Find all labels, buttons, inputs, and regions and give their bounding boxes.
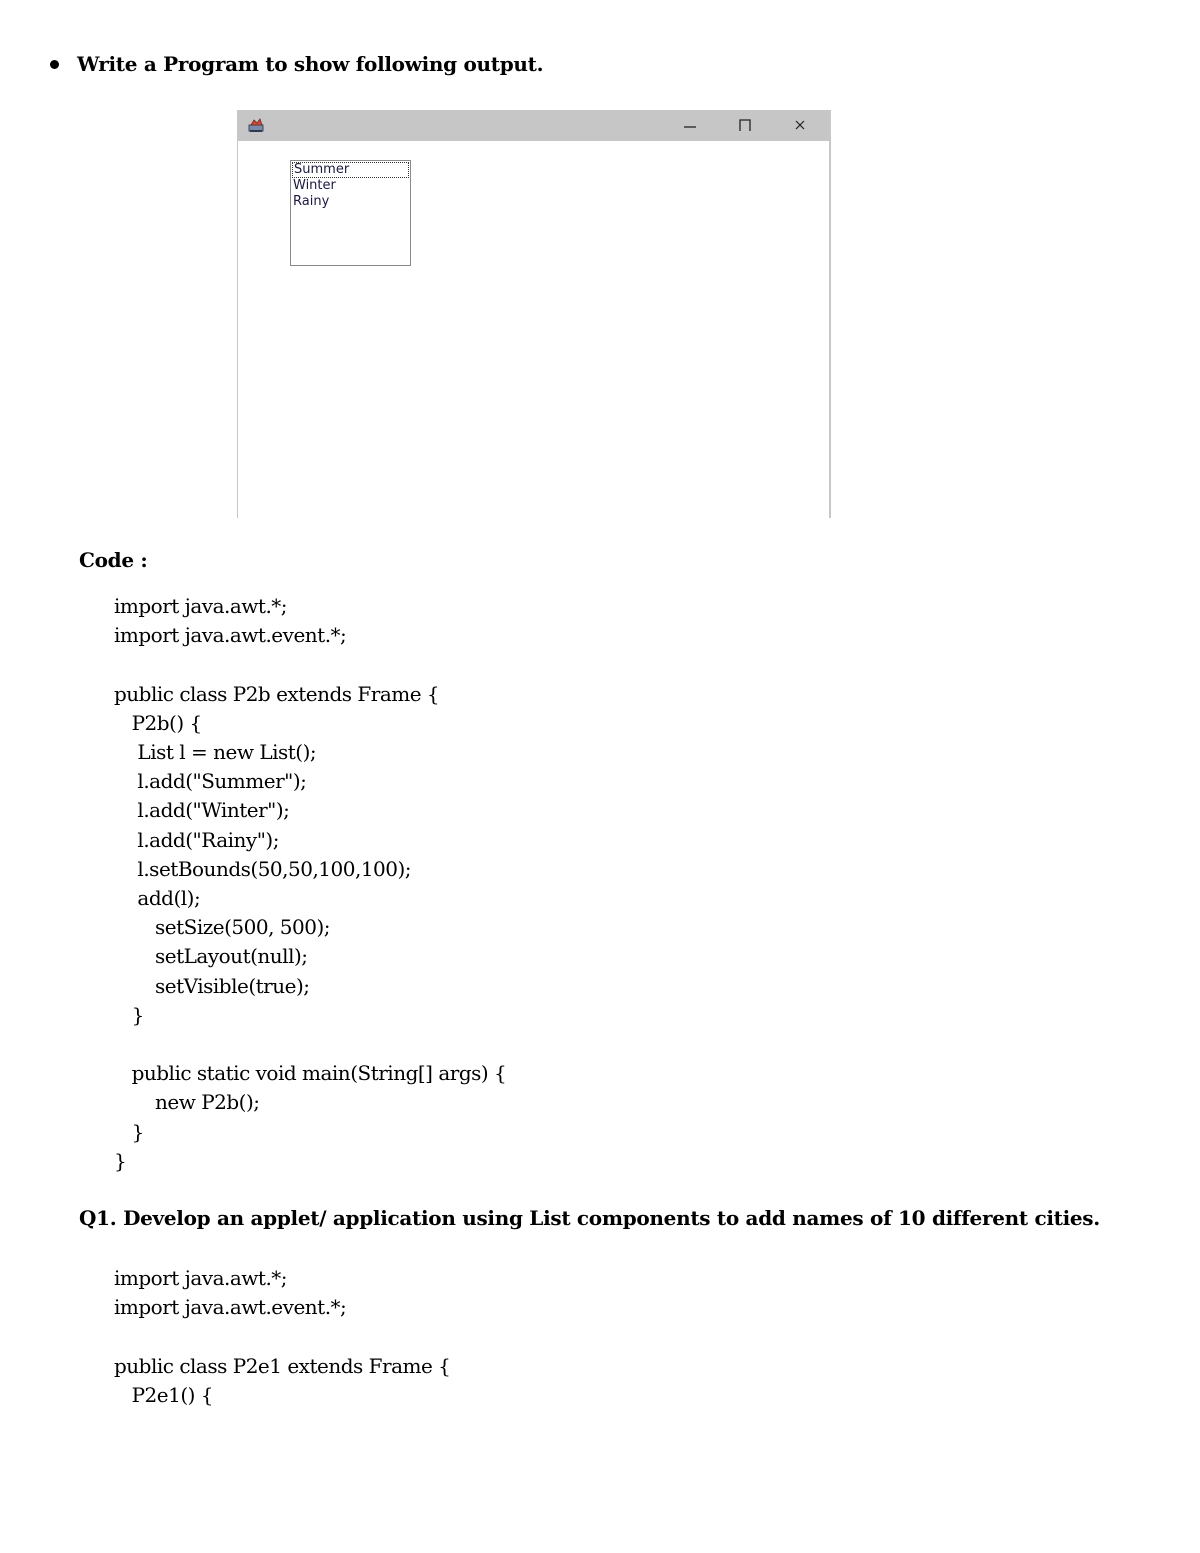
maximize-icon [738, 118, 752, 132]
list-item[interactable]: Summer [292, 162, 409, 178]
question-1: Q1. Develop an applet/ application using List components to add names of 10 different cities. [79, 1206, 1100, 1230]
close-button[interactable] [788, 114, 812, 136]
java-cup-icon [248, 117, 266, 133]
list-item[interactable]: Winter [293, 178, 336, 193]
close-icon [793, 118, 807, 132]
awt-titlebar [238, 110, 829, 141]
maximize-button[interactable] [733, 114, 757, 136]
intro-bullet [50, 52, 543, 76]
awt-window-screenshot [237, 110, 831, 518]
minimize-button[interactable] [678, 114, 702, 136]
code-block-p2e1: import java.awt.*; import java.awt.event.*; public class P2e1 extends Frame { P2e1() { [114, 1266, 451, 1407]
code-block-p2b: import java.awt.*; import java.awt.event.*; public class P2b extends Frame { P2b() { List l = new List(); l.add("Summer"); l.add("Winter"); l.add("Rainy"); l.setBounds(50,50,100,100); add(l); setSize(500, 500); setLayout(null); setVisible(true); } public static void main(String[] args) { new P2b(); } } [114, 594, 507, 1173]
intro-heading: Write a Program to show following output. [77, 52, 544, 76]
list-item[interactable]: Rainy [293, 194, 330, 209]
seasons-list[interactable] [290, 160, 411, 266]
code-label: Code : [79, 548, 148, 572]
minimize-icon [683, 118, 697, 132]
bullet-dot [50, 60, 59, 69]
